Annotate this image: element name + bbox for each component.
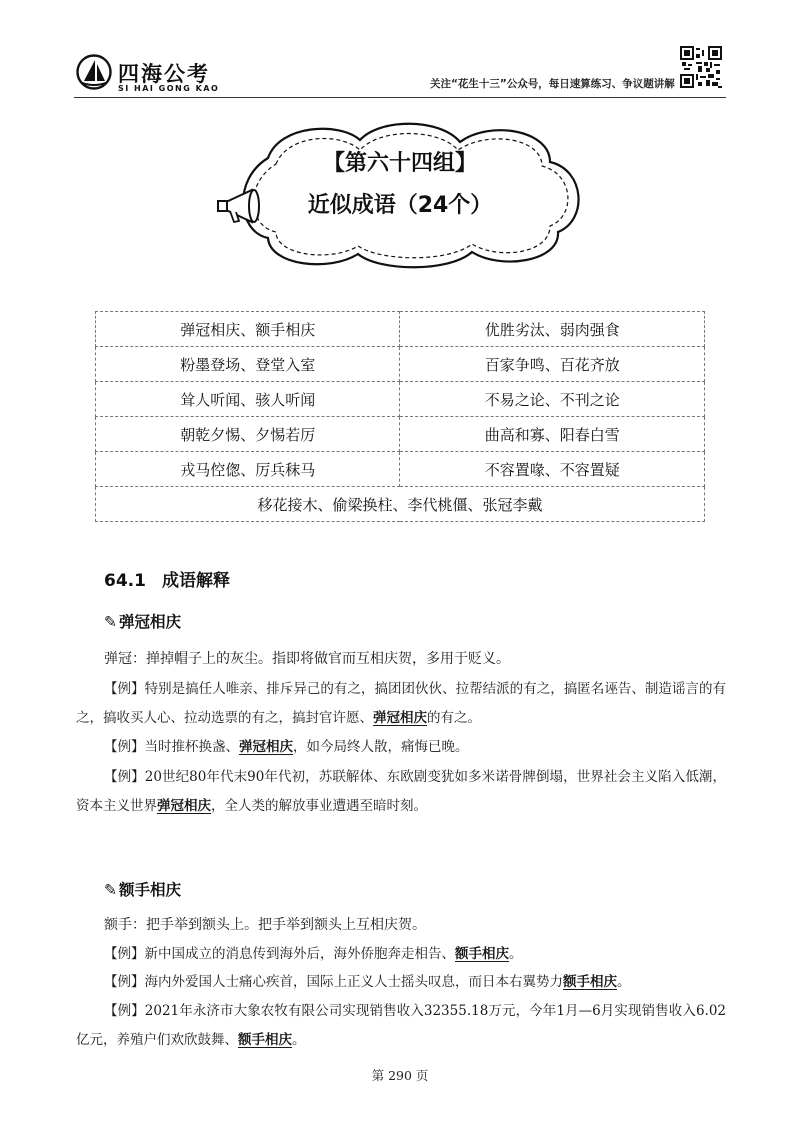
example-tag: 【例】 [104,974,145,990]
pencil-icon: ✎ [104,881,117,899]
section-title: 成语解释 [161,571,230,591]
entry-definition: 弹冠：掸掉帽子上的灰尘。指即将做官而互相庆贺，多用于贬义。 [104,651,510,667]
example-paragraph [76,997,726,1055]
example-paragraph [76,940,726,969]
example-text: 特别是搞任人唯亲、排斥异己的有之，搞团团伙伙、拉帮结派的有之，搞匿名诬告、制造谣言的有之，搞收买人心、拉动选票的有之，搞封官许愿、 [76,681,727,726]
example-text-end: 。 [292,1032,306,1048]
example-highlight: 弹冠相庆 [239,739,293,755]
table-cell: 不容置喙、不容置疑 [400,452,705,487]
table-row [96,382,705,417]
example-text-end: ，全人类的解放事业遭遇至暗时刻。 [211,798,427,814]
example-paragraph [76,675,726,733]
table-row [96,312,705,347]
example-text-end: 。 [617,974,631,990]
example-text: 2021年永济市大象农牧有限公司实现销售收入32355.18万元，今年1月—6月实现销售收入6.02亿元，养殖户们欢欣鼓舞、 [76,1003,726,1048]
table-cell: 朝乾夕惕、夕惕若厉 [96,417,400,452]
example-tag: 【例】 [104,946,145,962]
example-highlight: 弹冠相庆 [157,798,211,814]
brand-subtitle: SI HAI GONG KAO [118,84,220,93]
table-cell: 优胜劣汰、弱肉强食 [400,312,705,347]
entry-definition: 额手：把手举到额头上。把手举到额头上互相庆贺。 [104,917,426,933]
example-text: 海内外爱国人士痛心疾首，国际上正义人士摇头叹息，而日本右翼势力 [144,974,563,990]
sailboat-logo-icon [76,54,112,90]
example-tag: 【例】 [104,681,145,697]
table-cell: 耸人听闻、骇人听闻 [96,382,400,417]
example-tag: 【例】 [104,1003,145,1019]
pencil-icon: ✎ [104,613,117,631]
header-divider [74,97,726,98]
entry-heading [104,878,181,900]
table-row [96,487,705,522]
example-tag: 【例】 [104,739,145,755]
example-highlight: 额手相庆 [238,1032,292,1048]
example-text-end: ，如今局终人散，痛悔已晚。 [293,739,469,755]
table-cell: 曲高和寡、阳春白雪 [400,417,705,452]
entry-heading-text: 额手相庆 [119,881,182,899]
banner-title: 【第六十四组】 [322,151,477,176]
brand-name: 四海公考 [118,62,210,86]
example-highlight: 额手相庆 [563,974,617,990]
example-paragraph [76,968,726,997]
example-text-end: 。 [509,946,523,962]
entry-heading-text: 弹冠相庆 [119,613,182,631]
example-tag: 【例】 [104,769,145,785]
example-paragraph [76,733,726,762]
header-slogan: 关注“花生十三”公众号，每日速算练习、争议题讲解 [430,78,675,90]
table-cell: 百家争鸣、百花齐放 [400,347,705,382]
table-cell: 粉墨登场、登堂入室 [96,347,400,382]
table-cell: 戎马倥偬、厉兵秣马 [96,452,400,487]
section-heading [104,566,230,591]
banner-subtitle: 近似成语（24个） [307,193,493,218]
table-row [96,347,705,382]
example-text-end: 的有之。 [427,710,481,726]
entry-heading [104,610,181,632]
table-row [96,452,705,487]
table-cell: 不易之论、不刊之论 [400,382,705,417]
example-text: 当时推杯换盏、 [144,739,239,755]
example-text: 新中国成立的消息传到海外后，海外侨胞奔走相告、 [144,946,455,962]
table-cell-full: 移花接木、偷梁换柱、李代桃僵、张冠李戴 [96,487,705,522]
page-number: 第 290 页 [371,1068,429,1083]
example-highlight: 额手相庆 [455,946,509,962]
example-text: 20世纪80年代末90年代初，苏联解体、东欧剧变犹如多米诺骨牌倒塌，世界社会主义陷入低潮，资本主义世界 [76,769,727,814]
qr-code-icon[interactable] [680,46,722,88]
section-number: 64.1 [104,571,146,591]
example-paragraph [76,763,726,821]
example-highlight: 弹冠相庆 [373,710,427,726]
table-row [96,417,705,452]
idiom-table [95,311,705,522]
table-cell: 弹冠相庆、额手相庆 [96,312,400,347]
